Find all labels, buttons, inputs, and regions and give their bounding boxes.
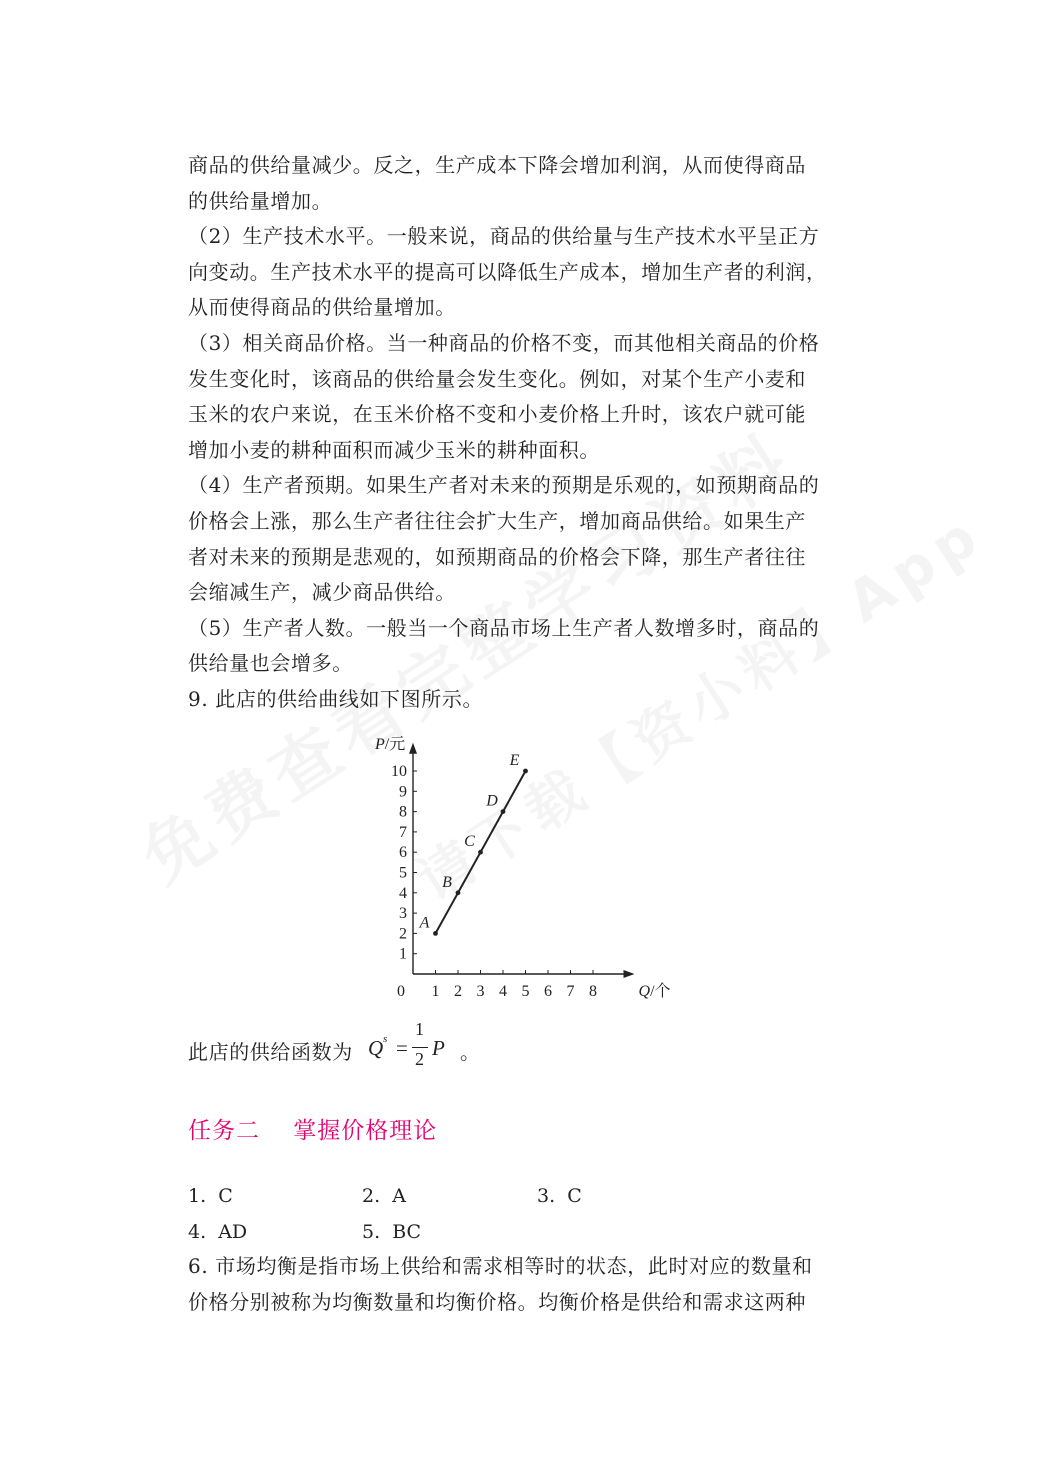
data-point-c bbox=[478, 850, 483, 855]
supply-curve-chart bbox=[360, 728, 680, 1013]
x-axis-arrow bbox=[624, 970, 635, 978]
text-line: 价格分别被称为均衡数量和均衡价格。均衡价格是供给和需求这两种 bbox=[188, 1289, 806, 1314]
formula-q: Q bbox=[368, 1036, 384, 1060]
answer-3: 3. C bbox=[537, 1185, 582, 1207]
text-line: （5）生产者人数。一般当一个商品市场上生产者人数增多时，商品的 bbox=[188, 615, 820, 640]
y-axis-arrow bbox=[409, 743, 417, 754]
y-axis-label: P/元 bbox=[375, 736, 406, 753]
answer-1: 1. C bbox=[188, 1185, 233, 1207]
formula-superscript: s bbox=[383, 1033, 388, 1045]
y-tick-label: 8 bbox=[399, 803, 407, 821]
y-tick-label: 9 bbox=[399, 783, 407, 801]
question-9-text: 9. 此店的供给曲线如下图所示。 bbox=[188, 686, 484, 711]
answer-2: 2. A bbox=[362, 1185, 406, 1207]
answer-4: 4. AD bbox=[188, 1221, 248, 1243]
text-line: 从而使得商品的供给量增加。 bbox=[188, 295, 456, 320]
x-tick-label: 4 bbox=[499, 983, 507, 1000]
y-tick-label: 5 bbox=[399, 864, 407, 882]
data-point-b bbox=[456, 890, 461, 895]
body-text-top bbox=[188, 148, 854, 718]
y-tick-label: 3 bbox=[399, 905, 407, 923]
text-line: 价格会上涨，那么生产者往往会扩大生产，增加商品供给。如果生产 bbox=[188, 508, 806, 533]
text-line: 商品的供给量减少。反之，生产成本下降会增加利润，从而使得商品 bbox=[188, 153, 806, 177]
y-tick-label: 2 bbox=[399, 925, 407, 943]
y-tick-label: 4 bbox=[399, 884, 407, 902]
y-tick-label: 6 bbox=[399, 844, 407, 862]
text-line: 会缩减生产，减少商品供给。 bbox=[188, 580, 456, 605]
body-text-bottom bbox=[188, 1249, 854, 1320]
formula-equals: = bbox=[396, 1036, 408, 1060]
point-label-d: D bbox=[486, 792, 498, 810]
text-line: 向变动。生产技术水平的提高可以降低生产成本，增加生产者的利润， bbox=[188, 259, 827, 284]
x-tick-label: 3 bbox=[476, 983, 485, 1000]
origin-label: 0 bbox=[397, 983, 405, 1000]
x-tick-label: 8 bbox=[589, 983, 597, 1000]
text-line: （4）生产者预期。如果生产者对未来的预期是乐观的，如预期商品的 bbox=[188, 473, 820, 498]
text-line: 增加小麦的耕种面积而减少玉米的耕种面积。 bbox=[188, 437, 600, 462]
data-point-e bbox=[523, 769, 528, 774]
answer-list bbox=[188, 1178, 854, 1250]
supply-function-formula bbox=[368, 1019, 488, 1076]
formula-period: 。 bbox=[460, 1042, 480, 1064]
x-tick-label: 5 bbox=[521, 983, 530, 1000]
data-point-d bbox=[501, 809, 506, 814]
x-tick-label: 1 bbox=[431, 983, 440, 1000]
point-label-a: A bbox=[419, 914, 430, 932]
y-tick-label: 7 bbox=[399, 823, 407, 841]
text-line: 供给量也会增多。 bbox=[188, 651, 353, 676]
text-line: 者对未来的预期是悲观的，如预期商品的价格会下降，那生产者往往 bbox=[188, 544, 806, 569]
point-label-c: C bbox=[464, 833, 475, 851]
section-heading: 任务二 掌握价格理论 bbox=[188, 1118, 438, 1144]
text-line: 发生变化时，该商品的供给量会发生变化。例如，对某个生产小麦和 bbox=[188, 366, 806, 391]
x-tick-label: 2 bbox=[454, 983, 462, 1000]
x-axis-label: Q/个 bbox=[638, 983, 671, 1000]
formula-numerator: 1 bbox=[415, 1019, 424, 1039]
text-line: （3）相关商品价格。当一种商品的价格不变，而其他相关商品的价格 bbox=[188, 330, 820, 355]
answer-row bbox=[188, 1178, 854, 1214]
data-point-a bbox=[433, 931, 438, 936]
answer-row bbox=[188, 1214, 854, 1250]
formula-p: P bbox=[432, 1036, 445, 1060]
point-label-b: B bbox=[442, 873, 452, 891]
point-label-e: E bbox=[509, 752, 520, 769]
text-line: 玉米的农户来说，在玉米价格不变和小麦价格上升时，该农户就可能 bbox=[188, 402, 806, 427]
text-line: 6. 市场均衡是指市场上供给和需求相等时的状态，此时对应的数量和 bbox=[188, 1254, 813, 1278]
x-tick-label: 7 bbox=[566, 983, 575, 1000]
answer-5: 5. BC bbox=[362, 1221, 422, 1243]
x-tick-label: 6 bbox=[544, 983, 552, 1000]
supply-function-prefix: 此店的供给函数为 bbox=[188, 1040, 353, 1064]
text-line: 的供给量增加。 bbox=[188, 188, 333, 213]
text-line: （2）生产技术水平。一般来说，商品的供给量与生产技术水平呈正方 bbox=[188, 224, 820, 249]
y-tick-label: 10 bbox=[391, 763, 407, 780]
formula-denominator: 2 bbox=[415, 1049, 424, 1069]
y-tick-label: 1 bbox=[399, 945, 407, 963]
